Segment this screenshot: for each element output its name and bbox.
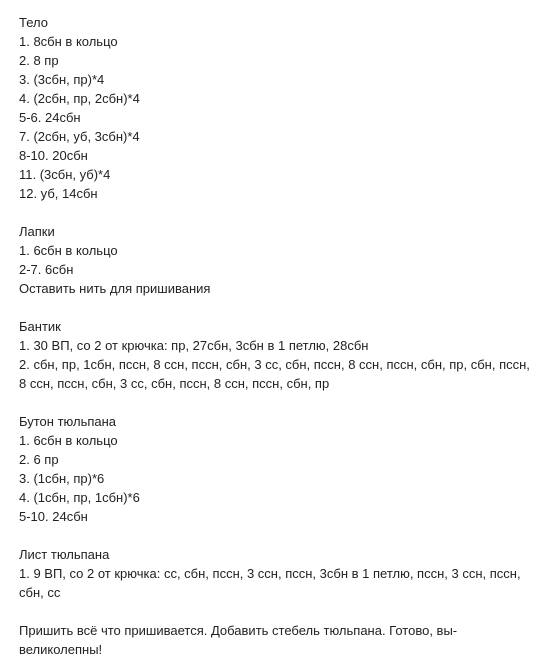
section-title: Тело — [19, 15, 48, 30]
pattern-row: Оставить нить для пришивания — [19, 281, 211, 296]
pattern-row: 1. 8сбн в кольцо — [19, 34, 118, 49]
pattern-row: 1. 6сбн в кольцо — [19, 243, 118, 258]
pattern-row: 12. уб, 14сбн — [19, 186, 98, 201]
section-bantik — [19, 317, 535, 393]
pattern-row: 2. сбн, пр, 1сбн, пссн, 8 ссн, пссн, сбн, 3 сс, сбн, пссн, 8 ссн, пссн, сбн, пр, сбн, пссн, 8 ссн, пссн, сбн, 3 сс, сбн, пссн, 8 ссн, пссн, сбн, пр — [19, 357, 530, 391]
section-lapki — [19, 222, 535, 298]
pattern-row: 1. 6сбн в кольцо — [19, 433, 118, 448]
pattern-row: 3. (1сбн, пр)*6 — [19, 471, 105, 486]
pattern-row: 2. 8 пр — [19, 53, 59, 68]
pattern-row: 11. (3сбн, уб)*4 — [19, 167, 111, 182]
pattern-row: 7. (2сбн, уб, 3сбн)*4 — [19, 129, 140, 144]
pattern-row: 1. 30 ВП, со 2 от крючка: пр, 27сбн, 3сбн в 1 петлю, 28сбн — [19, 338, 369, 353]
section-final-note — [19, 621, 535, 659]
pattern-row: 4. (2сбн, пр, 2сбн)*4 — [19, 91, 140, 106]
pattern-row: 4. (1сбн, пр, 1сбн)*6 — [19, 490, 140, 505]
pattern-row: 1. 9 ВП, со 2 от крючка: сс, сбн, пссн, 3 ссн, пссн, 3сбн в 1 петлю, пссн, 3 ссн, пссн, сбн, сс — [19, 566, 521, 600]
section-title: Бутон тюльпана — [19, 414, 117, 429]
pattern-row: 5-6. 24сбн — [19, 110, 81, 125]
pattern-row: 2-7. 6сбн — [19, 262, 74, 277]
section-telo — [19, 13, 535, 203]
section-title: Бантик — [19, 319, 61, 334]
pattern-row: 2. 6 пр — [19, 452, 59, 467]
pattern-row: 3. (3сбн, пр)*4 — [19, 72, 105, 87]
section-tulip-bud — [19, 412, 535, 526]
final-note: Пришить всё что пришивается. Добавить стебель тюльпана. Готово, вы- великолепны! — [19, 623, 458, 657]
pattern-row: 5-10. 24сбн — [19, 509, 88, 524]
pattern-row: 8-10. 20сбн — [19, 148, 88, 163]
section-title: Лист тюльпана — [19, 547, 110, 562]
section-title: Лапки — [19, 224, 55, 239]
section-tulip-leaf — [19, 545, 535, 602]
post-text — [19, 13, 535, 659]
